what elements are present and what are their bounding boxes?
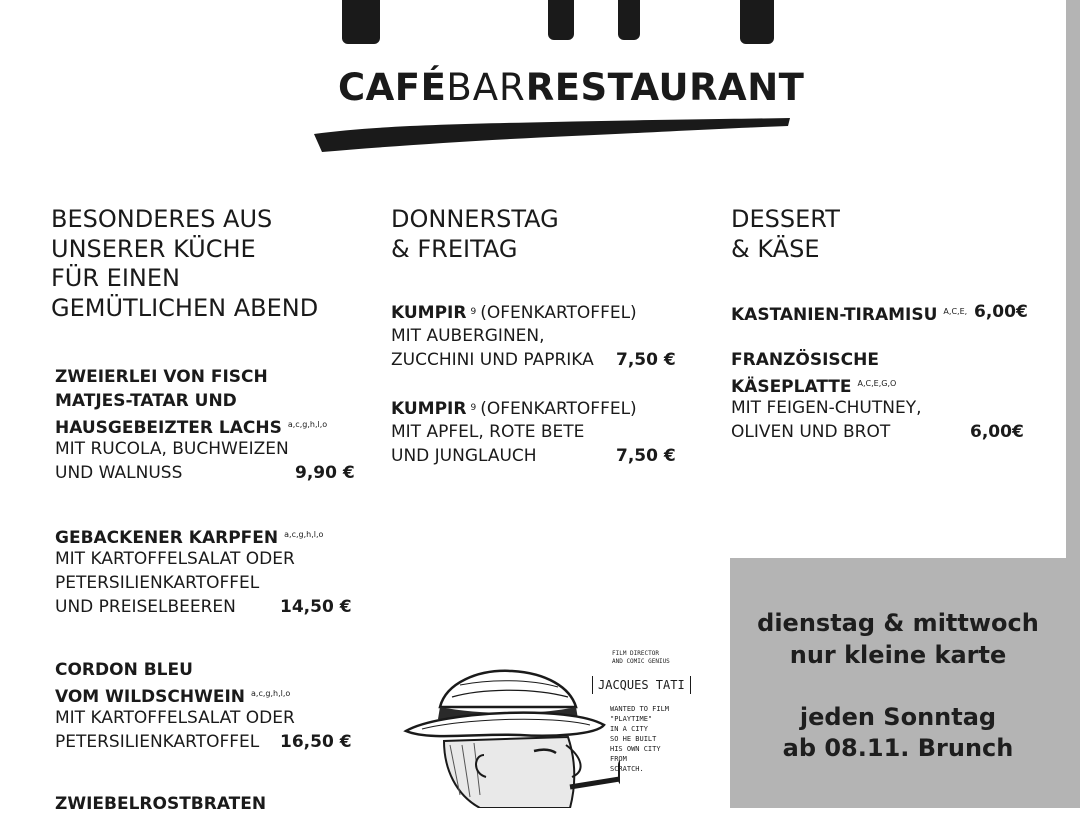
item-name-suffix: (OFENKARTOFFEL) (480, 303, 637, 323)
heading-line: DESSERT (731, 205, 840, 233)
caption-small (612, 650, 670, 666)
logo-glyph-t2 (618, 0, 640, 40)
item-price: 6,00€ (970, 422, 1024, 442)
item-name-text: KUMPIR (391, 303, 467, 323)
info-line: ab 08.11. Brunch (782, 734, 1014, 762)
allergen-codes: a,c,g,h,l,o (284, 530, 324, 539)
info-line: jeden Sonntag (799, 703, 997, 731)
portrait-illustration (400, 645, 620, 808)
item-description-line: UND PREISELBEEREN (55, 597, 236, 617)
item-name-line: FRANZÖSISCHE (731, 350, 879, 370)
item-description-line: ZUCCHINI UND PAPRIKA (391, 350, 594, 370)
info-line: dienstag & mittwoch (757, 609, 1039, 637)
item-name-text: KASTANIEN-TIRAMISU (731, 305, 938, 325)
item-name-line (55, 682, 290, 709)
brand-name (338, 66, 805, 110)
item-name-line: ZWEIERLEI VON FISCH (55, 367, 268, 387)
column-heading-special (51, 205, 318, 323)
item-name-text: GEBACKENER KARPFEN (55, 528, 279, 548)
item-price: 7,50 € (616, 350, 676, 370)
item-price: 14,50 € (280, 597, 352, 617)
item-description-line: MIT RUCOLA, BUCHWEIZEN (55, 439, 289, 459)
item-description-line: PETERSILIENKARTOFFEL (55, 732, 260, 752)
item-description-line: MIT KARTOFFELSALAT ODER (55, 708, 295, 728)
item-name-line (731, 372, 896, 399)
item-price: 7,50 € (616, 446, 676, 466)
heading-line: & FREITAG (391, 234, 518, 263)
item-name-line (55, 413, 327, 440)
caption-line: HIS OWN CITY (610, 745, 661, 753)
logo-glyph-i (740, 0, 774, 44)
allergen-codes: a,c,g,h,l,o (251, 689, 291, 698)
caption-line: WANTED TO FILM (610, 705, 670, 713)
item-name-text: KUMPIR (391, 399, 467, 419)
item-price: 6,00€ (974, 302, 1028, 322)
item-name-text: HAUSGEBEIZTER LACHS (55, 418, 282, 438)
item-description-line: MIT APFEL, ROTE BETE (391, 422, 585, 442)
allergen-codes: 9 (470, 307, 477, 317)
logo-glyph-a (548, 0, 574, 40)
allergen-codes: A,C,E,G,O (857, 379, 897, 388)
item-name-line (391, 396, 637, 421)
caption-line: FILM DIRECTOR (612, 650, 659, 657)
item-price: 16,50 € (280, 732, 352, 752)
item-description-line: PETERSILIENKARTOFFEL (55, 573, 260, 593)
heading-line: DONNERSTAG (391, 205, 559, 233)
brand-cafe: CAFÉ (338, 66, 447, 109)
item-name-line: CORDON BLEU (55, 660, 193, 680)
item-name-suffix: (OFENKARTOFFEL) (480, 399, 637, 419)
heading-line: GEMÜTLICHEN ABEND (51, 293, 319, 322)
brand-bar: BAR (446, 66, 526, 109)
item-name-text: VOM WILDSCHWEIN (55, 687, 246, 707)
item-name-line (391, 300, 637, 325)
menu-item-zwiebelrostbraten: ZWIEBELROSTBRATEN (55, 794, 267, 814)
caption-text (610, 704, 669, 774)
opening-info-box (730, 558, 1066, 808)
column-heading-donnerstag (391, 205, 559, 264)
allergen-codes: a,c,g,h,l,o (287, 420, 328, 429)
heading-line: UNSERER KÜCHE (51, 234, 256, 263)
allergen-codes: A,C,E, (943, 307, 968, 316)
item-name-line (731, 300, 967, 327)
item-price: 9,90 € (295, 463, 355, 483)
column-heading-dessert (731, 205, 840, 264)
item-description-line: UND JUNGLAUCH (391, 446, 537, 466)
brand-restaurant: RESTAURANT (525, 66, 805, 109)
caption-line: SCRATCH. (610, 765, 644, 773)
item-description-line: UND WALNUSS (55, 463, 183, 483)
item-description-line: MIT KARTOFFELSALAT ODER (55, 549, 295, 569)
caption-line: SO HE BUILT (610, 735, 657, 743)
item-description-line: MIT FEIGEN-CHUTNEY, (731, 398, 922, 418)
caption-line: "PLAYTIME" (610, 715, 653, 723)
item-description-line: OLIVEN UND BROT (731, 422, 891, 442)
caption-name: JACQUES TATI (592, 676, 691, 694)
allergen-codes: 9 (470, 403, 477, 413)
info-line: nur kleine karte (789, 641, 1007, 669)
heading-line: BESONDERES AUS (51, 205, 273, 233)
caption-line: FROM (610, 755, 627, 763)
heading-line: & KÄSE (731, 234, 820, 263)
heading-line: FÜR EINEN (51, 264, 180, 292)
caption-line: IN A CITY (610, 725, 648, 733)
right-edge-strip (1066, 0, 1080, 808)
logo-glyph-t (342, 0, 380, 44)
brush-stroke-underline (312, 112, 794, 156)
caption-line: AND COMIC GENIUS (612, 658, 670, 665)
item-name-line (55, 523, 323, 550)
item-name-line: MATJES-TATAR UND (55, 391, 237, 411)
item-name-text: KÄSEPLATTE (731, 377, 852, 397)
item-description-line: MIT AUBERGINEN, (391, 326, 545, 346)
